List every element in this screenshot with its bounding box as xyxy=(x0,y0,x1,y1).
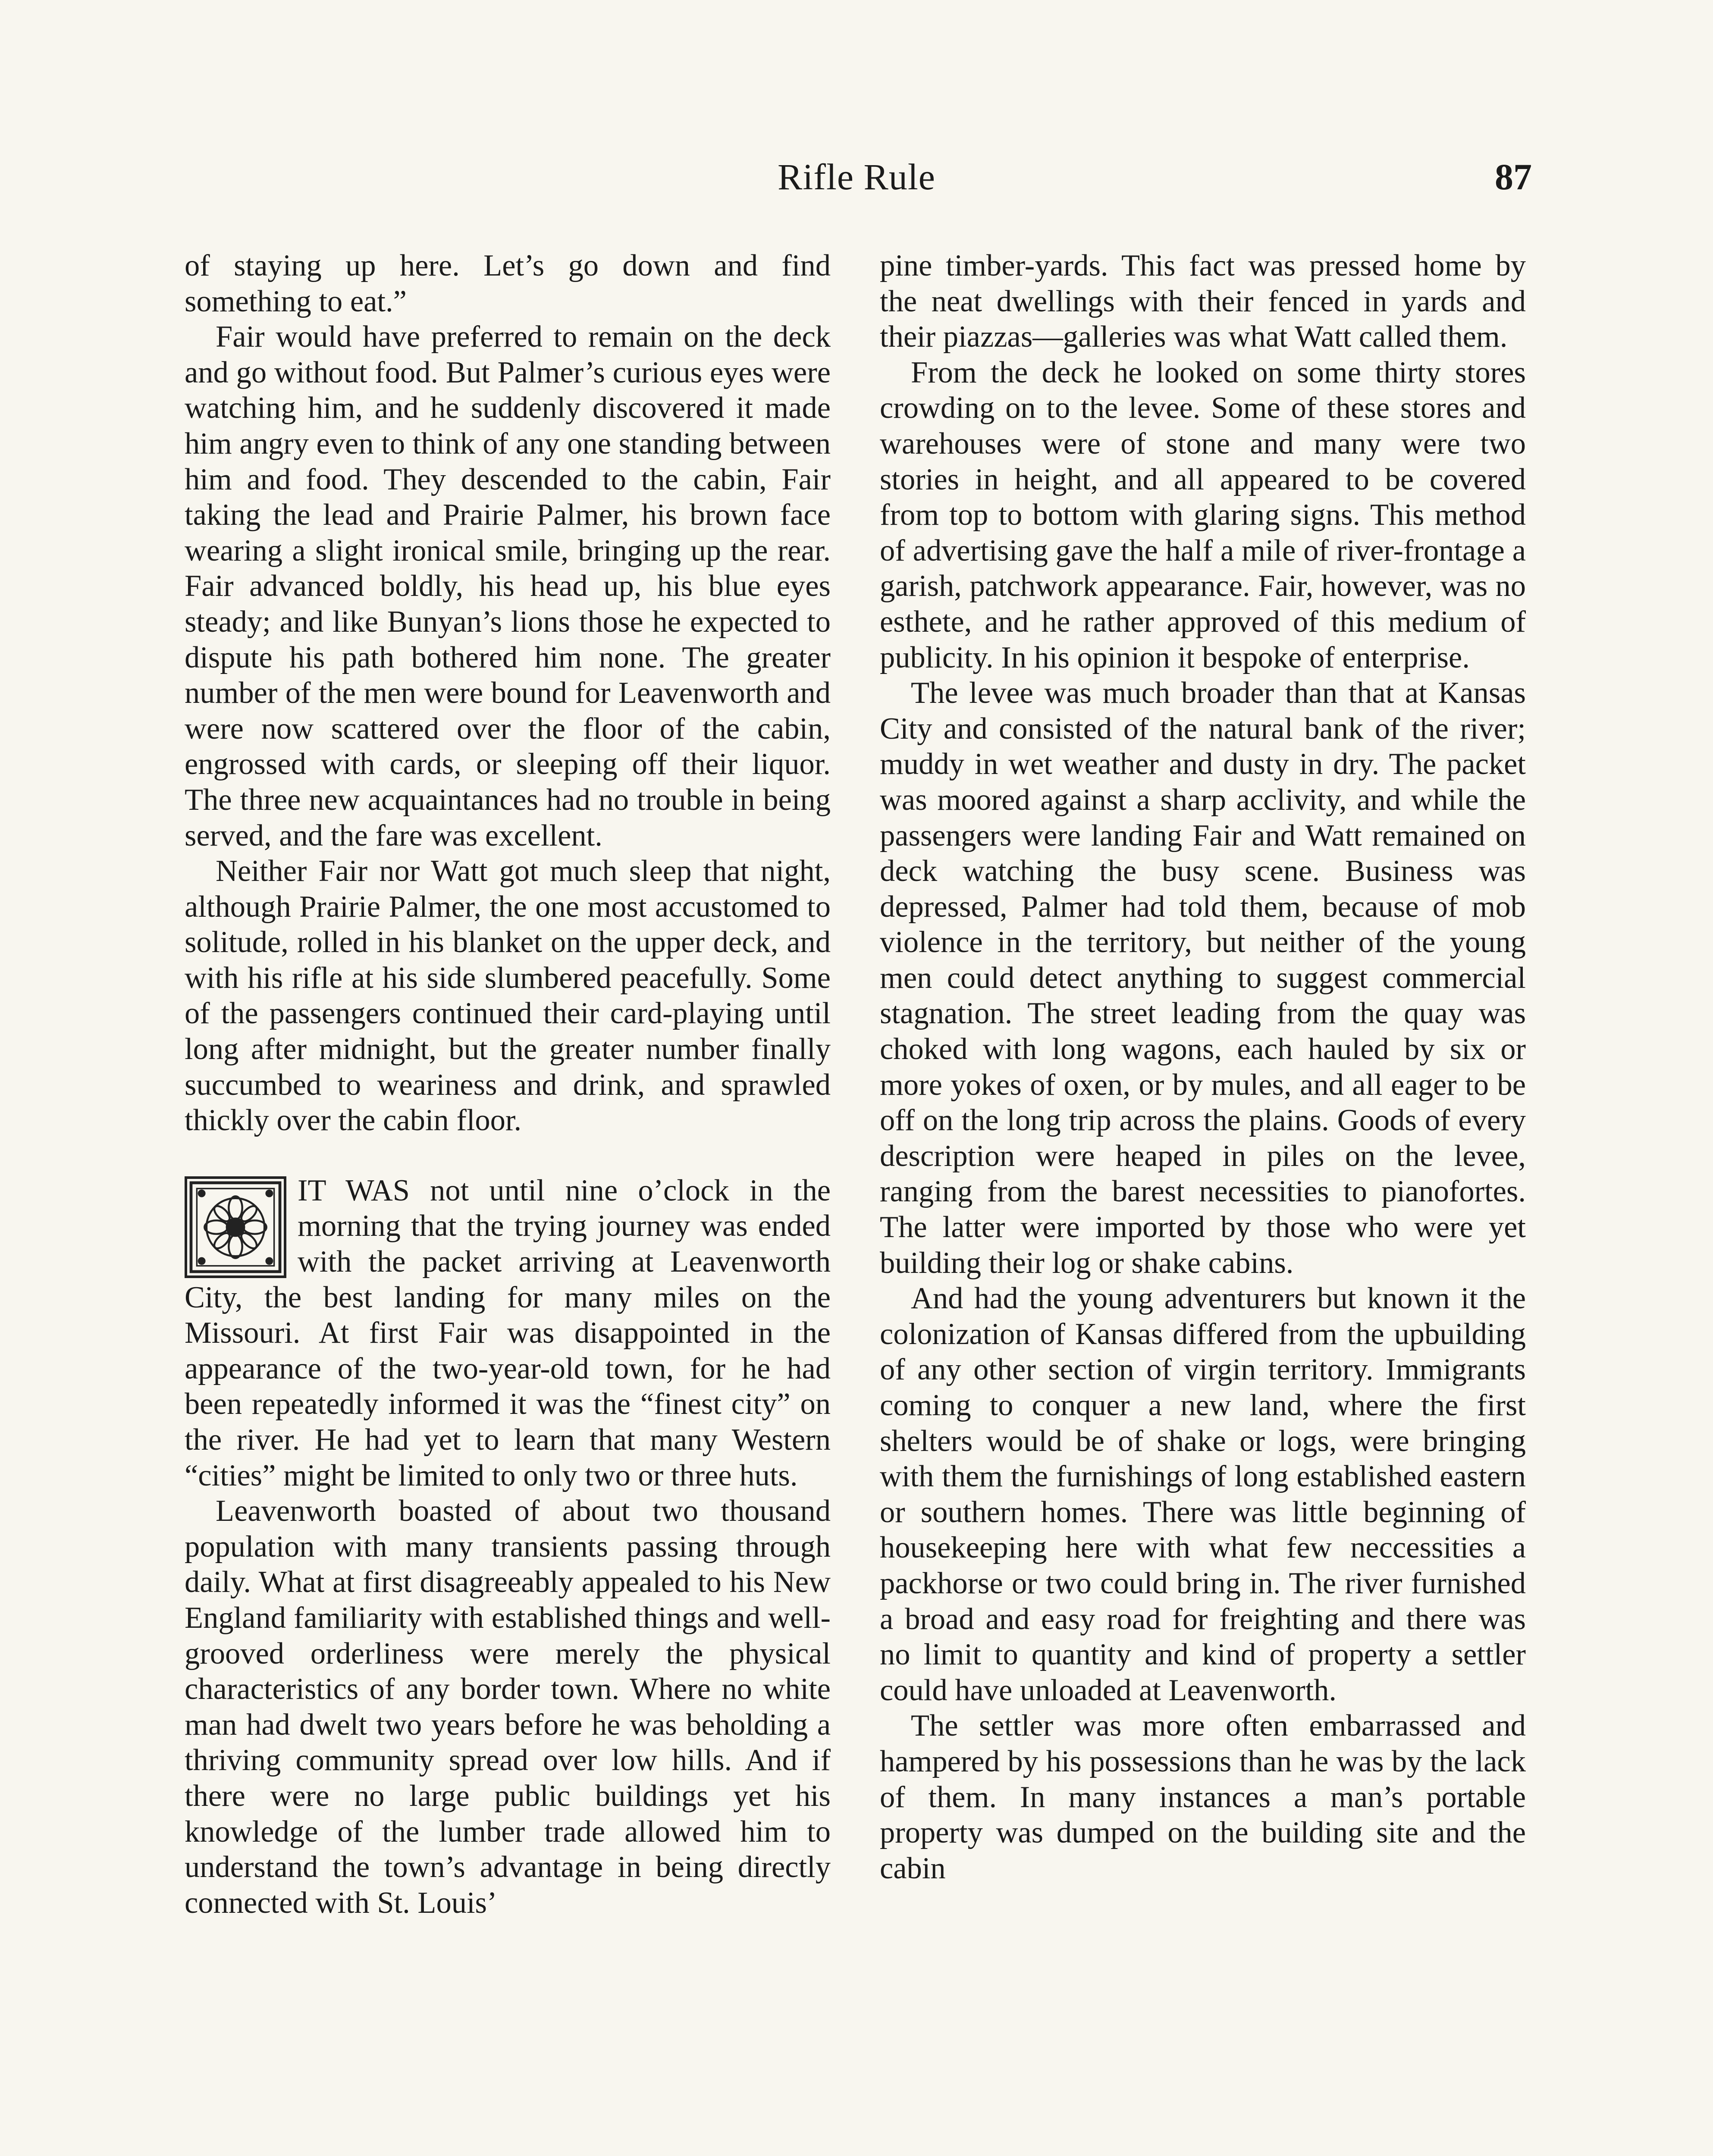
paragraph: From the deck he looked on some thirty stores crowding on to the levee. Some of these stores and warehouses were of stone and many were two stories in height, and all appeared to be covered from top to bottom with glaring signs. This method of advertising gave the half a mile of river-frontage a garish, patchwork appearance. Fair, however, was no esthete, and he rather approved of this medium of publicity. In his opinion it bespoke of enterprise. xyxy=(880,355,1526,674)
right-column xyxy=(880,248,1526,1886)
page-number: 87 xyxy=(1495,156,1532,197)
paragraph: Neither Fair nor Watt got much sleep that night, although Prairie Palmer, the one most accustomed to solitude, rolled in his blanket on the upper deck, and with his rifle at his side slumbered peacefully. Some of the passengers continued their card-playing until long after midnight, but the greater number finally succumbed to weariness and drink, and sprawled thickly over the cabin floor. xyxy=(185,854,831,1138)
section-break xyxy=(185,1138,831,1173)
running-title: Rifle Rule xyxy=(778,156,935,197)
paragraph: Leavenworth boasted of about two thousand population with many transients passing through daily. What at first disagreeably appealed to his New England familiarity with established things and well-grooved orderliness were merely the physical characteristics of any border town. Where no white man had dwelt two years before he was beholding a thriving community spread over low hills. And if there were no large public buildings yet his knowledge of the lumber trade allowed him to understand the town’s advantage in being directly connected with St. Louis’ xyxy=(185,1494,831,1920)
paragraph: The levee was much broader than that at Kansas City and consisted of the natural bank of the river; muddy in wet weather and dusty in dry. The packet was moored against a sharp acclivity, and while the passengers were landing Fair and Watt remained on deck watching the busy scene. Business was depressed, Palmer had told them, because of mob violence in the territory, but neither of the young men could detect anything to suggest commercial stagnation. The street leading from the quay was choked with long wagons, each hauled by six or more yokes of oxen, or by mules, and all eager to be off on the long trip across the plains. Goods of every description were heaped in piles on the levee, ranging from the barest necessities to pianofortes. The latter were imported by those who were yet building their log or shake cabins. xyxy=(880,676,1526,1280)
left-column xyxy=(185,248,831,1921)
paragraph: The settler was more often embarrassed and hampered by his possessions than he was by the lack of them. In many instances a man’s portable property was dumped on the building site and the cabin xyxy=(880,1709,1526,1885)
floral-ornament-icon xyxy=(185,1176,286,1278)
running-head xyxy=(0,155,1713,203)
paragraph: of staying up here. Let’s go down and find something to eat.” xyxy=(185,249,831,318)
paragraph: Fair would have preferred to remain on the deck and go without food. But Palmer’s curious eyes were watching him, and he suddenly discovered it made him angry even to think of any one standing between him and food. They descended to the cabin, Fair taking the lead and Prairie Palmer, his brown face wearing a slight ironical smile, bringing up the rear. Fair advanced boldly, his head up, his blue eyes steady; and like Bunyan’s lions those he expected to dispute his path bothered him none. The greater number of the men were bound for Leavenworth and were now scattered over the floor of the cabin, engrossed with cards, or sleeping off their liquor. The three new acquaintances had no trouble in being served, and the fare was excellent. xyxy=(185,320,831,852)
paragraph: And had the young adventurers but known it the colonization of Kansas differed from the upbuilding of any other section of virgin territory. Immigrants coming to conquer a new land, where the first shelters would be of shake or logs, were bringing with them the furnishings of long established eastern or southern homes. There was little beginning of housekeeping here with what few neccessities a packhorse or two could bring in. The river furnished a broad and easy road for freighting and there was no limit to quantity and kind of property a settler could have unloaded at Leavenworth. xyxy=(880,1282,1526,1707)
paragraph: pine timber-yards. This fact was pressed home by the neat dwellings with their fenced in yards and their piazzas—galleries was what Watt called them. xyxy=(880,249,1526,354)
paragraph: IT WAS not until nine o’clock in the morning that the trying journey was ended with the packet arriving at Leavenworth City, the best landing for many miles on the Missouri. At first Fair was disappointed in the appearance of the two-year-old town, for he had been repeatedly informed it was the “finest city” on the river. He had yet to learn that many Western “cities” might be limited to only two or three huts. xyxy=(185,1173,831,1492)
